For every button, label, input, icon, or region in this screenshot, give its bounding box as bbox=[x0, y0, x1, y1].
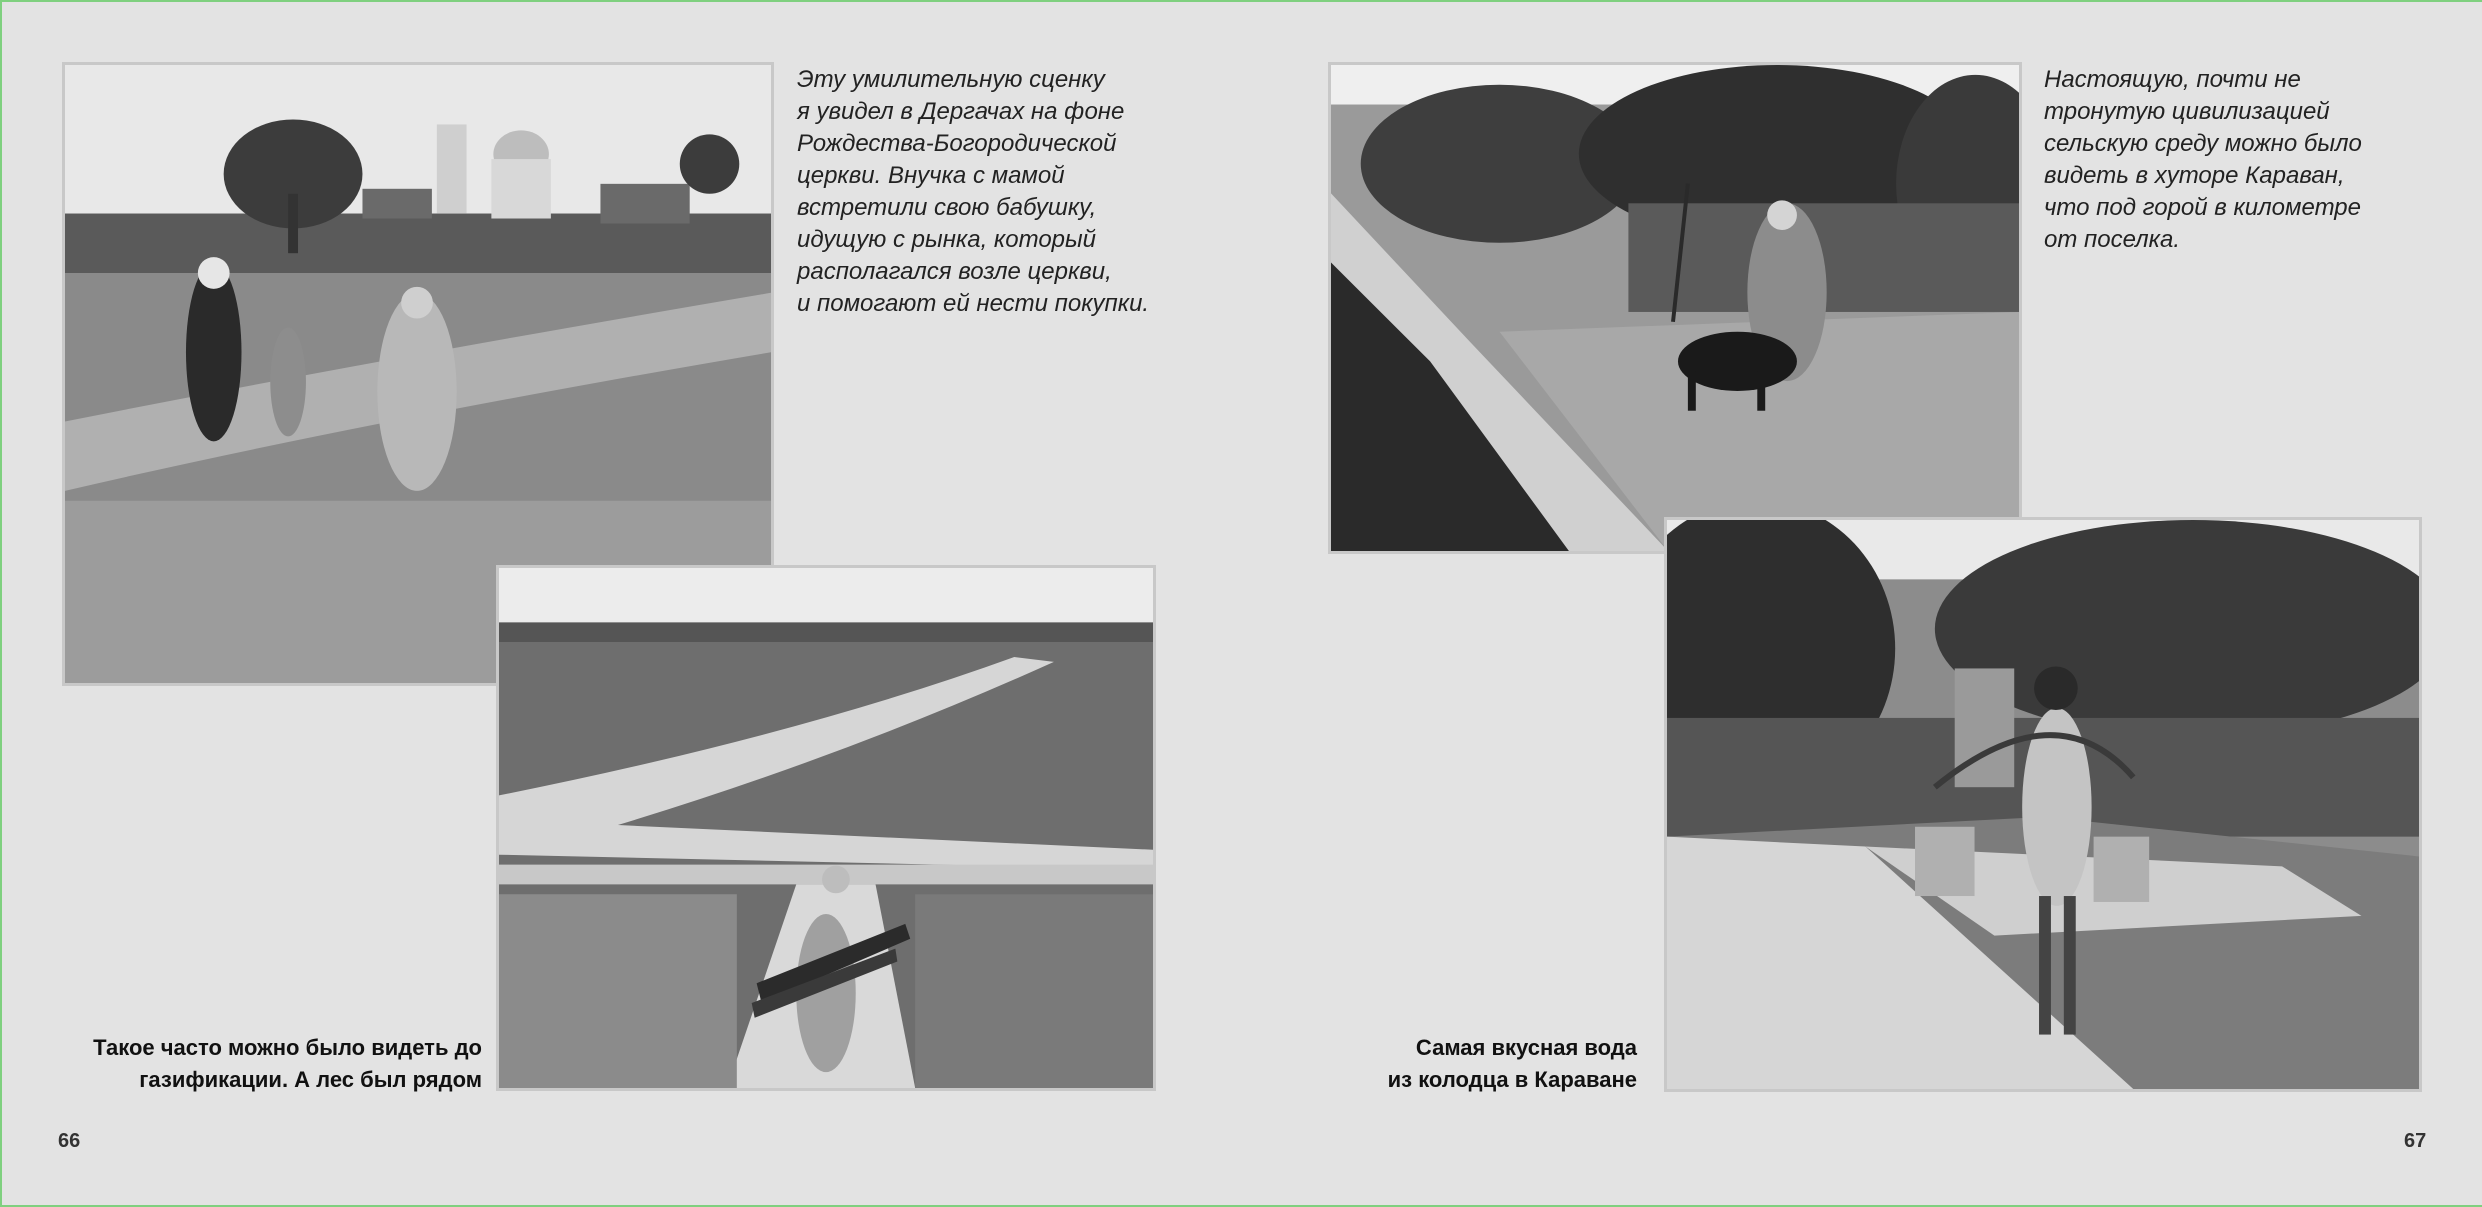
page-number-right: 67 bbox=[2404, 1130, 2427, 1152]
right-text-block: Настоящую, почти не тронутую цивилизацией сельскую среду можно было видеть в хуторе Караван, что под горой в километре от поселка. bbox=[2044, 66, 2362, 253]
right-photo-caption: Самая вкусная вода из колодца в Караване bbox=[1387, 1035, 1637, 1092]
photo-girl-carrying-water bbox=[1664, 517, 2422, 1092]
photo-woman-carrying-firewood bbox=[496, 565, 1156, 1091]
left-photo-caption: Такое часто можно было видеть до газификации. А лес был рядом bbox=[93, 1035, 482, 1092]
left-text-block: Эту умилительную сценку я увидел в Дергачах на фоне Рождества-Богородической церкви. Внучка с мамой встретили свою бабушку, идущую с рынка, который располагался возле церкви, и помогают ей нести покупки. bbox=[797, 66, 1150, 317]
page-number-left: 66 bbox=[58, 1130, 81, 1152]
photo-old-woman-with-goat bbox=[1328, 62, 2022, 554]
